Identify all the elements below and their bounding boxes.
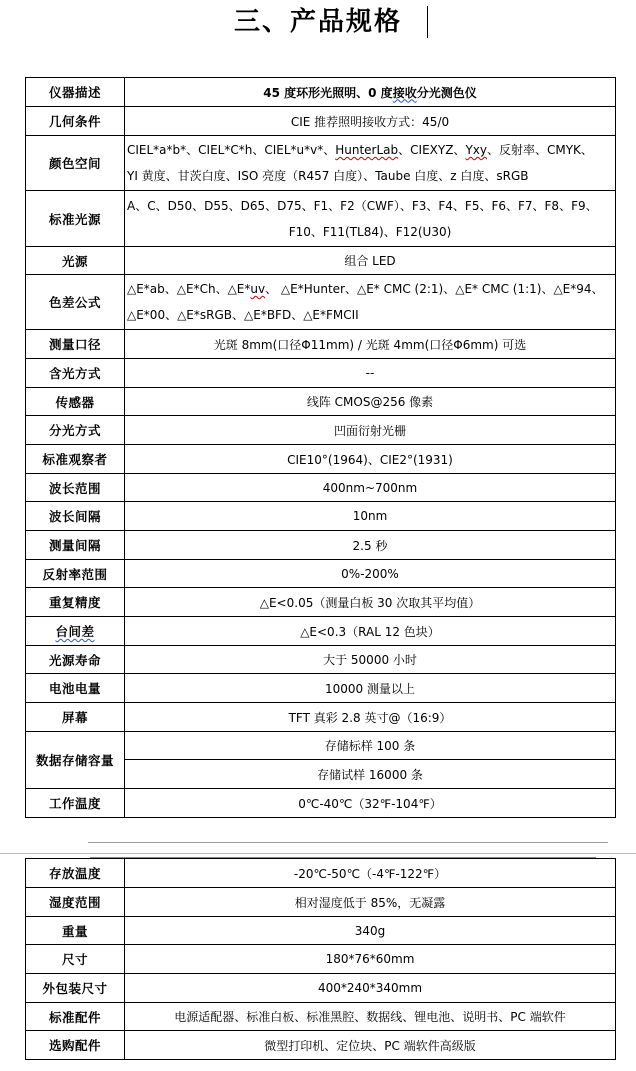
value-text-marked: 接收 [392, 85, 417, 100]
row-value: 340g [125, 917, 616, 945]
table-row [26, 560, 616, 588]
row-label: 湿度范围 [26, 888, 125, 917]
row-value: 存储试样 16000 条 [125, 760, 616, 789]
table-row [26, 674, 616, 703]
table-row [26, 359, 616, 388]
row-value: 10000 测量以上 [125, 674, 616, 703]
value-text: 、CIEXYZ、 [398, 143, 466, 157]
row-value: -- [125, 359, 616, 388]
row-label: 测量口径 [26, 330, 125, 359]
row-value: 400*240*340mm [125, 974, 616, 1003]
spec-table-1 [25, 77, 616, 818]
value-text: 、 △E*Hunter、△E* CMC (2:1)、△E* CMC (1:1)、△E*94、 [265, 282, 604, 296]
table-row [26, 445, 616, 474]
row-value: 大于 50000 小时 [125, 646, 616, 674]
value-text: 分光测色仪 [416, 85, 477, 100]
row-value: -20℃-50℃（-4℉-122℉） [125, 859, 616, 888]
row-value: CIE 推荐照明接收方式：45/0 [125, 107, 616, 136]
row-value: 微型打印机、定位块、PC 端软件高级版 [125, 1031, 616, 1060]
table-row [26, 247, 616, 275]
row-value: 0%-200% [125, 560, 616, 588]
table-row [26, 388, 616, 416]
row-label: 尺寸 [26, 945, 125, 974]
row-value [125, 191, 616, 247]
table-row [26, 502, 616, 531]
row-label [26, 617, 125, 646]
value-text-marked: HunterLab [335, 143, 399, 157]
value-text-marked: Yxy [465, 143, 487, 157]
row-label: 反射率范围 [26, 560, 125, 588]
row-label: 选购配件 [26, 1031, 125, 1060]
table-row [26, 789, 616, 818]
table-row [26, 531, 616, 560]
page-break-line [88, 842, 608, 843]
row-value: 400nm~700nm [125, 474, 616, 502]
page-break-line [0, 853, 636, 854]
text-cursor [427, 6, 428, 38]
table-row [26, 588, 616, 617]
table-row [26, 945, 616, 974]
row-label: 光源 [26, 247, 125, 275]
value-line-2: F10、F11(TL84)、F12(U30) [288, 224, 452, 239]
row-label: 电池电量 [26, 674, 125, 703]
row-value: CIE10°(1964)、CIE2°(1931) [125, 445, 616, 474]
row-value: 存储标样 100 条 [125, 732, 616, 760]
table-row [26, 617, 616, 646]
row-label: 标准光源 [26, 191, 125, 247]
row-value: 光斑 8mm(口径Φ11mm) / 光斑 4mm(口径Φ6mm) 可选 [125, 330, 616, 359]
value-line-2: △E*00、△E*sRGB、△E*BFD、△E*FMCII [127, 308, 359, 322]
row-label: 重量 [26, 917, 125, 945]
value-text-marked: uv [250, 282, 266, 296]
value-text: 、反射率、CMYK、 [486, 143, 593, 157]
value-line-1: A、C、D50、D55、D65、D75、F1、F2（CWF）、F3、F4、F5、F6、F7、F8、F9、 [127, 198, 598, 213]
value-text: CIEL*a*b*、CIEL*C*h、CIEL*u*v*、 [127, 143, 336, 157]
row-label: 标准观察者 [26, 445, 125, 474]
row-value: △E<0.3（RAL 12 色块） [125, 617, 616, 646]
row-value: 10nm [125, 502, 616, 531]
table-row [26, 416, 616, 445]
table-row [26, 330, 616, 359]
table-row [26, 917, 616, 945]
row-value: 电源适配器、标准白板、标准黑腔、数据线、锂电池、说明书、PC 端软件 [125, 1003, 616, 1031]
row-label-text: 台间差 [55, 624, 95, 639]
row-value: 相对湿度低于 85%，无凝露 [125, 888, 616, 917]
row-label: 屏幕 [26, 703, 125, 732]
row-label: 测量间隔 [26, 531, 125, 560]
table-row [26, 859, 616, 888]
row-value: △E<0.05（测量白板 30 次取其平均值） [125, 588, 616, 617]
value-text: 45 度环形光照明、0 度 [263, 85, 393, 100]
table-row [26, 191, 616, 247]
row-label: 工作温度 [26, 789, 125, 818]
row-label: 仪器描述 [26, 78, 125, 107]
row-label: 含光方式 [26, 359, 125, 388]
row-label: 颜色空间 [26, 136, 125, 191]
row-label: 波长间隔 [26, 502, 125, 531]
row-label: 存放温度 [26, 859, 125, 888]
row-value: 0℃-40℃（32℉-104℉） [125, 789, 616, 818]
value-line-1 [127, 137, 613, 163]
row-value [125, 136, 616, 191]
row-label: 色差公式 [26, 275, 125, 330]
spec-table-2 [25, 858, 616, 1060]
table-row [26, 703, 616, 732]
table-row [26, 888, 616, 917]
row-value: 线阵 CMOS@256 像素 [125, 388, 616, 416]
row-value [125, 78, 616, 107]
row-value: 组合 LED [125, 247, 616, 275]
table-row [26, 275, 616, 330]
table-row [26, 732, 616, 760]
row-label: 标准配件 [26, 1003, 125, 1031]
row-label: 外包装尺寸 [26, 974, 125, 1003]
row-label: 数据存储容量 [26, 732, 125, 789]
table-row [26, 474, 616, 502]
table-row [26, 1031, 616, 1060]
table-row [26, 1003, 616, 1031]
row-value: 180*76*60mm [125, 945, 616, 974]
row-value: TFT 真彩 2.8 英寸@（16:9） [125, 703, 616, 732]
table-row [26, 646, 616, 674]
row-value [125, 275, 616, 330]
value-text: △E*ab、△E*Ch、△E* [127, 282, 251, 296]
row-label: 几何条件 [26, 107, 125, 136]
table-row [26, 974, 616, 1003]
row-label: 分光方式 [26, 416, 125, 445]
row-label: 光源寿命 [26, 646, 125, 674]
row-value: 2.5 秒 [125, 531, 616, 560]
row-label: 波长范围 [26, 474, 125, 502]
value-line-1 [127, 276, 613, 302]
row-label: 重复精度 [26, 588, 125, 617]
table-row [26, 136, 616, 191]
table-row [26, 107, 616, 136]
value-line-2: YI 黄度、甘茨白度、ISO 亮度（R457 白度）、Taube 白度、z 白度、sRGB [127, 169, 529, 183]
row-label: 传感器 [26, 388, 125, 416]
page-title: 三、产品规格 [233, 7, 402, 37]
table-row [26, 78, 616, 107]
row-value: 凹面衍射光栅 [125, 416, 616, 445]
